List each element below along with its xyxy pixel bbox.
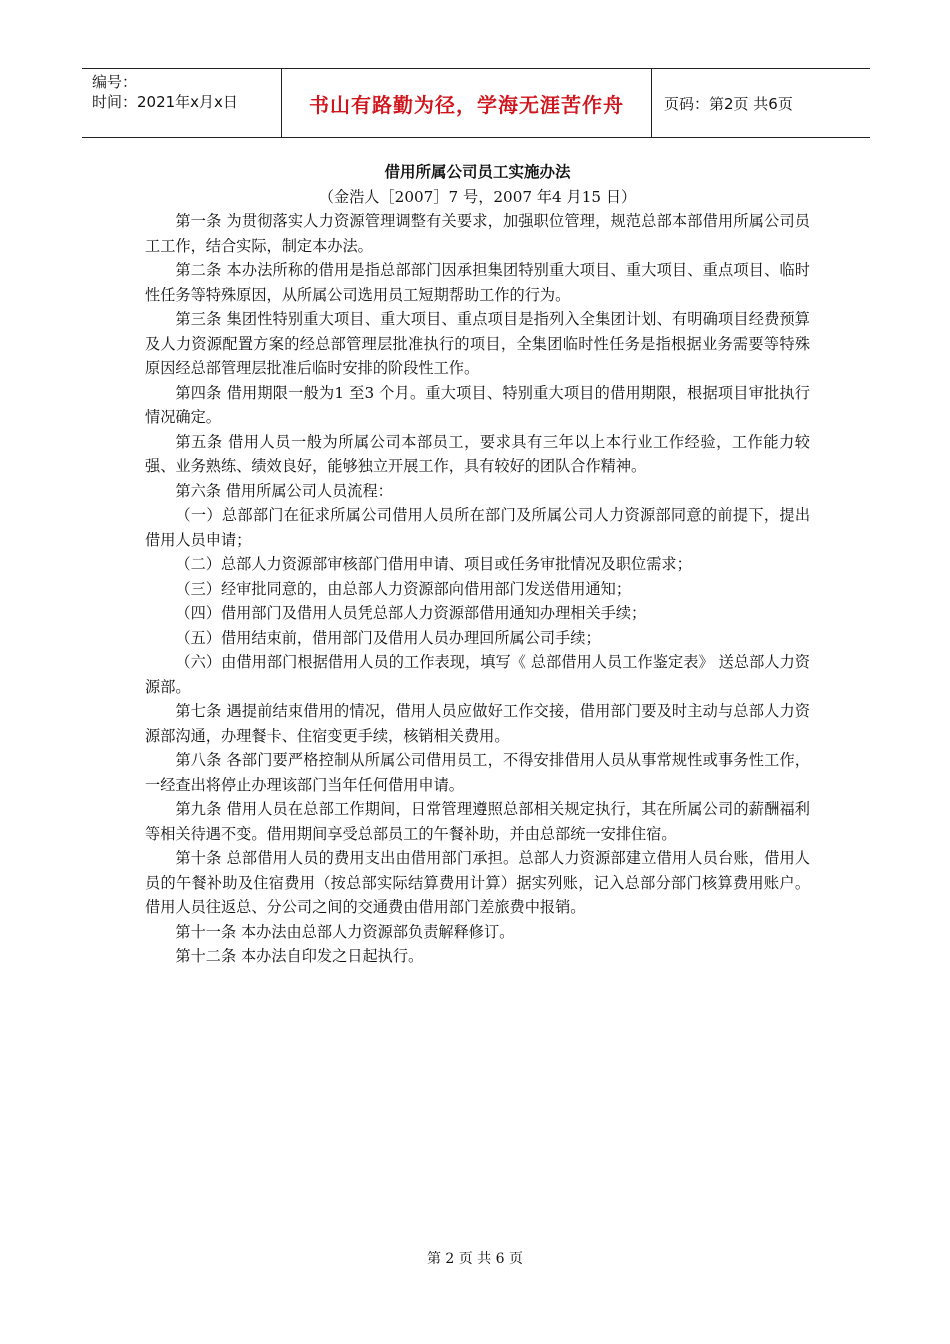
article-3: 第三条 集团性特别重大项目、重大项目、重点项目是指列入全集团计划、有明确项目经费预算及人力资源配置方案的经总部管理层批准执行的项目，全集团临时性任务是指根据业务需要等特殊原因经总部管理层批准后临时安排的阶段性工作。 [145, 310, 810, 377]
article-2: 第二条 本办法所称的借用是指总部部门因承担集团特别重大项目、重大项目、重点项目、临时性任务等特殊原因，从所属公司选用员工短期帮助工作的行为。 [145, 261, 810, 304]
page-info-text: 页码：第2页 共6页 [664, 94, 793, 113]
document-subtitle: （金浩人［2007］7 号，2007 年4 月15 日） [318, 187, 637, 206]
time-label: 时间：2021年x月x日 [92, 93, 238, 111]
document-title: 借用所属公司员工实施办法 [384, 163, 571, 181]
motto-text: 书山有路勤为径，学海无涯苦作舟 [309, 92, 624, 117]
page-header [82, 68, 870, 138]
article-8: 第八条 各部门要严格控制从所属公司借用员工，不得安排借用人员从事常规性或事务性工作，一经查出将停止办理该部门当年任何借用申请。 [145, 751, 810, 794]
document-body [145, 160, 810, 969]
header-page-info [652, 69, 870, 137]
article-4: 第四条 借用期限一般为1 至3 个月。重大项目、特别重大项目的借用期限，根据项目审批执行情况确定。 [145, 383, 810, 426]
article-9: 第九条 借用人员在总部工作期间，日常管理遵照总部相关规定执行，其在所属公司的薪酬福利等相关待遇不变。借用期间享受总部员工的午餐补助，并由总部统一安排住宿。 [145, 800, 810, 843]
process-item-2: （二）总部人力资源部审核部门借用申请、项目或任务审批情况及职位需求； [175, 555, 692, 573]
footer-page-number: 第 2 页 共 6 页 [426, 1251, 524, 1267]
article-11: 第十一条 本办法由总部人力资源部负责解释修订。 [175, 922, 515, 941]
article-1: 第一条 为贯彻落实人力资源管理调整有关要求，加强职位管理，规范总部本部借用所属公司员工工作，结合实际，制定本办法。 [145, 212, 810, 255]
header-meta [82, 69, 282, 137]
process-item-6: （六）由借用部门根据借用人员的工作表现，填写《 总部借用人员工作鉴定表》 送总部人力资源部。 [145, 653, 810, 696]
article-7: 第七条 遇提前结束借用的情况，借用人员应做好工作交接，借用部门要及时主动与总部人力资源部沟通，办理餐卡、住宿变更手续，核销相关费用。 [145, 702, 810, 745]
article-10: 第十条 总部借用人员的费用支出由借用部门承担。总部人力资源部建立借用人员台账，借用人员的午餐补助及住宿费用（按总部实际结算费用计算）据实列账，记入总部分部门核算费用账户。借用人员往返总、分公司之间的交通费由借用部门差旅费中报销。 [145, 849, 810, 916]
process-item-4: （四）借用部门及借用人员凭总部人力资源部借用通知办理相关手续； [175, 604, 647, 622]
process-item-1: （一）总部部门在征求所属公司借用人员所在部门及所属公司人力资源部同意的前提下，提出借用人员申请； [145, 506, 810, 549]
process-item-3: （三）经审批同意的，由总部人力资源部向借用部门发送借用通知； [175, 579, 632, 598]
article-5: 第五条 借用人员一般为所属公司本部员工，要求具有三年以上本行业工作经验，工作能力较强、业务熟练、绩效良好，能够独立开展工作，具有较好的团队合作精神。 [145, 432, 810, 475]
article-6: 第六条 借用所属公司人员流程： [175, 481, 393, 500]
page-footer [0, 1248, 950, 1268]
process-item-5: （五）借用结束前，借用部门及借用人员办理回所属公司手续； [175, 628, 601, 647]
article-12: 第十二条 本办法自印发之日起执行。 [175, 947, 424, 965]
serial-label: 编号： [92, 73, 138, 91]
header-motto-cell [282, 69, 652, 137]
